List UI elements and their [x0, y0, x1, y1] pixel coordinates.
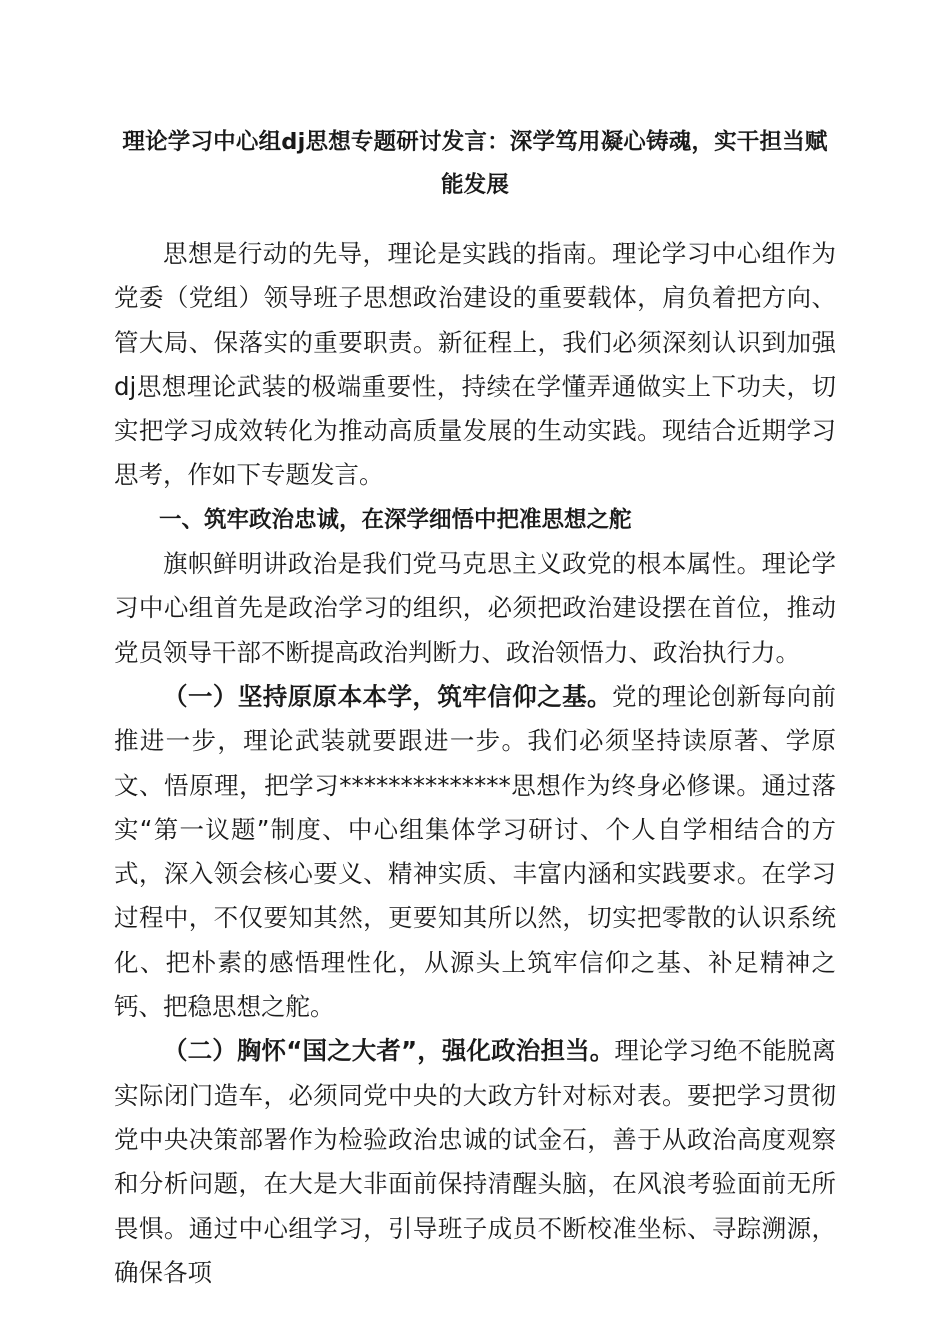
- subsection-text-2: 理论学习绝不能脱离实际闭门造车，必须同党中央的大政方针对标对表。要把学习贯彻党中央决策部署作为检验政治忠诚的试金石，善于从政治高度观察和分析问题，在大是大非面前保持清醒头脑，在风浪考验面前无所畏惧。通过中心组学习，引导班子成员不断校准坐标、寻踪溯源，确保各项: [114, 1036, 836, 1287]
- subsection-lead-2: （二）胸怀“国之大者”，强化政治担当。: [163, 1036, 615, 1066]
- document-title: 理论学习中心组dj思想专题研讨发言：深学笃用凝心铸魂，实干担当赋能发展: [122, 129, 828, 198]
- section-paragraph: 旗帜鲜明讲政治是我们党马克思主义政党的根本属性。理论学习中心组首先是政治学习的组织，必须把政治建设摆在首位，推动党员领导干部不断提高政治判断力、政治领悟力、政治执行力。: [114, 549, 836, 667]
- section-heading: 一、筑牢政治忠诚，在深学细悟中把准思想之舵: [159, 506, 632, 533]
- subsection-paragraph-1: [114, 675, 836, 1029]
- intro-paragraph: 思想是行动的先导，理论是实践的指南。理论学习中心组作为党委（党组）领导班子思想政治建设的重要载体，肩负着把方向、管大局、保落实的重要职责。新征程上，我们必须深刻认识到加强dj思想理论武装的极端重要性，持续在学懂弄通做实上下功夫，切实把学习成效转化为推动高质量发展的生动实践。现结合近期学习思考，作如下专题发言。: [114, 239, 836, 490]
- subsection-lead-1: （一）坚持原原本本学，筑牢信仰之基。: [163, 681, 612, 711]
- subsection-paragraph-2: [114, 1029, 836, 1295]
- subsection-text-1: 党的理论创新每向前推进一步，理论武装就要跟进一步。我们必须坚持读原著、学原文、悟原理，把学习**************思想作为终身必修课。通过落实“第一议题”制度、中心组集体学习研讨、个人自学相结合的方式，深入领会核心要义、精神实质、丰富内涵和实践要求。在学习过程中，不仅要知其然，更要知其所以然，切实把零散的认识系统化、把朴素的感悟理性化，从源头上筑牢信仰之基、补足精神之钙、把稳思想之舵。: [114, 681, 837, 1022]
- document-body: [114, 232, 836, 1295]
